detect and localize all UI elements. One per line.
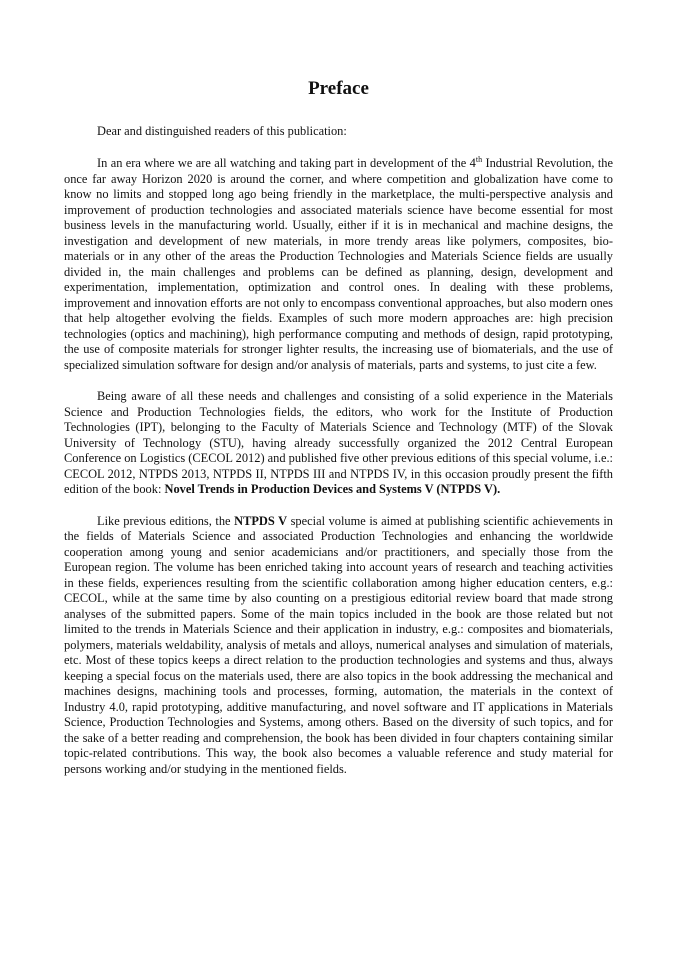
paragraph-volume-scope — [64, 514, 613, 778]
page-title: Preface — [308, 78, 369, 99]
ordinal-superscript: th — [475, 155, 483, 165]
greeting-line: Dear and distinguished readers of this publication: — [97, 123, 347, 138]
paragraph-3-text-b: special volume is aimed at publishing scientific achievements in the fields of Materials Science and associated Production Technologies and enhancing the worldwide cooperation among young and senior academicians and/or practitioners, and specially those from the European region. The volume has been enriched taking into account years of research and teaching activities in these fields, experiences resulting from the scientific collaboration among higher education centers, e.g.: CECOL, while at the same time by also counting on a prestigious editorial review board that made strong analyses of the submitted papers. Some of the main topics included in the book are those related but not limited to the trends in Materials Science and their application in industry, e.g.: composites and biomaterials, polymers, materials weldability, analysis of metals and alloys, numerical analyses and simulation of materials, etc. Most of these topics keeps a direct relation to the production technologies and systems and thus, always keeping a special focus on the materials used, there are also topics in the book addressing the mechanical and machines designs, machining tools and processes, forming, automation, the materials in the context of Industry 4.0, rapid prototyping, additive manufacturing, and novel software and IT applications in Materials Science, Production Technologies and Systems, among others. Based on the diversity of such topics, and for the sake of a better reading and comprehension, the book has been divided in four chapters containing similar topic-related contributions. This way, the book also becomes a valuable reference and study material for persons working and/or studying in the mentioned fields. — [64, 513, 613, 776]
paragraph-editors — [64, 389, 613, 498]
book-title: Novel Trends in Production Devices and Systems V (NTPDS V). — [164, 482, 501, 497]
volume-name: NTPDS V — [234, 513, 288, 528]
paragraph-2-text: Being aware of all these needs and challenges and consisting of a solid experience in the Materials Science and Production Technologies fields, the editors, who work for the Institute of Production Technologies (IPT), belonging to the Faculty of Materials Science and Technology (MTF) of the Slovak University of Technology (STU), having already successfully organized the 2012 Central European Conference on Logistics (CECOL 2012) and published five other previous editions of this special volume, i.e.: CECOL 2012, NTPDS 2013, NTPDS II, NTPDS III and NTPDS IV, in this occasion proudly present the fifth edition of the book: — [64, 389, 613, 497]
paragraph-3-text-a: Like previous editions, the — [97, 513, 235, 528]
paragraph-industrial-revolution — [64, 156, 613, 373]
paragraph-1-text-a: In an era where we are all watching and taking part in development of the 4 — [97, 156, 476, 171]
preface-page — [64, 78, 613, 793]
paragraph-1-text-b: Industrial Revolution, the once far away Horizon 2020 is around the corner, and where competition and globalization have come to know no limits and stopped long ago being friendly in the marketplace, the multi-perspective analysis and improvement of production technologies and associated materials science have become essential for most business levels in the manufacturing world. Usually, either if it is in mechanical and machine designs, the investigation and development of new materials, in more trendy areas like polymers, composites, bio-materials or in any other of the areas the Production Technologies and Materials Science fields are usually divided in, the main challenges and problems can be defined as planning, design, development and experimentation, implementation, optimization and control ones. In dealing with these problems, improvement and innovation efforts are not only to encompass conventional approaches, but also modern ones that help altogether evolving the fields. Examples of such more modern approaches are: high precision technologies (optics and machining), high performance computing and methods of design, rapid prototyping, the use of composite materials for stronger lighter results, the increasing use of biomaterials, and the use of specialized simulation software for design and/or analysis of materials, parts and systems, to just cite a few. — [64, 156, 613, 372]
